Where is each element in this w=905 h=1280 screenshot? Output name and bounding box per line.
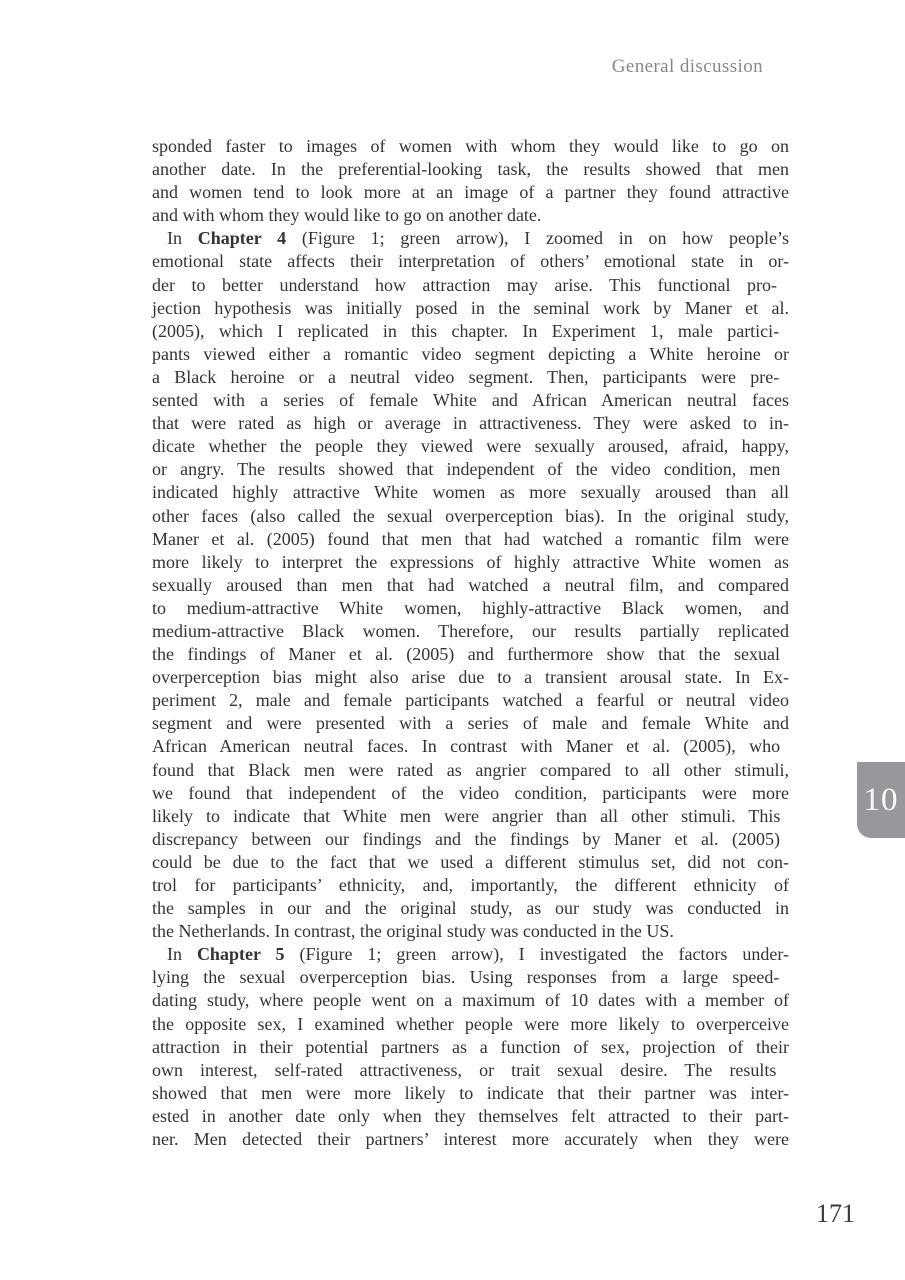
text-line: showed that men were more likely to indicate that their partner was inter- — [152, 1082, 790, 1103]
text-line: the opposite sex, I examined whether people were more likely to overperceive — [152, 1013, 790, 1034]
chapter-tab — [857, 762, 905, 838]
text-line: discrepancy between our findings and the findings by Maner et al. (2005) — [152, 828, 780, 849]
text-line: found that Black men were rated as angrier compared to all other stimuli, — [152, 759, 789, 780]
text-line: segment and were presented with a series of male and female White and — [152, 713, 789, 734]
page-number: 171 — [816, 1199, 855, 1228]
running-header: General discussion — [611, 56, 763, 77]
text-line: the samples in our and the original study, as our study was conducted in — [152, 898, 789, 919]
text-line: dicate whether the people they viewed were sexually aroused, afraid, happy, — [152, 436, 790, 457]
text-line: other faces (also called the sexual overperception bias). In the original study, — [152, 505, 789, 526]
text-line: attraction in their potential partners as a function of sex, projection of their — [152, 1036, 790, 1057]
text-line: the Netherlands. In contrast, the original study was conducted in the US. — [152, 921, 674, 942]
text-line: African American neutral faces. In contrast with Maner et al. (2005), who — [152, 736, 781, 757]
text-line: emotional state affects their interpretation of others’ emotional state in or- — [152, 251, 789, 272]
text-line: sented with a series of female White and African American neutral faces — [152, 390, 789, 411]
text-line: (2005), which I replicated in this chapter. In Experiment 1, male partici- — [152, 320, 780, 341]
text-line: and women tend to look more at an image of a partner they found attractive — [152, 182, 790, 203]
text-line: medium-attractive Black women. Therefore, our results partially replicated — [152, 620, 789, 641]
text-line: dating study, where people went on a maximum of 10 dates with a member of — [152, 990, 790, 1011]
body-text — [152, 135, 789, 1151]
text-line: another date. In the preferential-looking task, the results showed that men — [152, 159, 790, 180]
text-line: der to better understand how attraction may arise. This functional pro- — [152, 274, 778, 295]
text-line: sexually aroused than men that had watched a neutral film, and compared — [152, 574, 789, 595]
text-line: that were rated as high or average in attractiveness. They were asked to in- — [152, 413, 790, 434]
text-line: or angry. The results showed that independent of the video condition, men — [152, 459, 781, 480]
text-line: and with whom they would like to go on another date. — [152, 205, 542, 226]
text-line: ested in another date only when they themselves felt attracted to their part- — [152, 1105, 790, 1126]
text-line: In Chapter 4 (Figure 1; green arrow), I zoomed in on how people’s — [167, 228, 789, 249]
text-line: In Chapter 5 (Figure 1; green arrow), I investigated the factors under- — [167, 944, 789, 965]
text-line: overperception bias might also arise due to a transient arousal state. In Ex- — [152, 667, 790, 688]
text-line: lying the sexual overperception bias. Using responses from a large speed- — [152, 967, 780, 988]
text-line: jection hypothesis was initially posed in the seminal work by Maner et al. — [152, 297, 789, 318]
text-line: a Black heroine or a neutral video segment. Then, participants were pre- — [152, 366, 780, 387]
text-line: indicated highly attractive White women as more sexually aroused than all — [152, 482, 789, 503]
text-line: sponded faster to images of women with whom they would like to go on — [152, 136, 789, 156]
text-line: more likely to interpret the expressions of highly attractive White women as — [152, 551, 790, 572]
text-line: ner. Men detected their partners’ interest more accurately when they were — [152, 1129, 790, 1150]
text-line: likely to indicate that White men were angrier than all other stimuli. This — [152, 805, 781, 826]
text-line: Maner et al. (2005) found that men that had watched a romantic film were — [152, 528, 790, 549]
text-line: we found that independent of the video condition, participants were more — [152, 782, 790, 803]
text-line: pants viewed either a romantic video segment depicting a White heroine or — [152, 343, 790, 364]
chapter-tab-label: 10 — [863, 781, 899, 818]
text-line: to medium-attractive White women, highly-attractive Black women, and — [152, 597, 789, 618]
text-line: the findings of Maner et al. (2005) and furthermore show that the sexual — [152, 644, 780, 665]
text-line: periment 2, male and female participants watched a fearful or neutral video — [152, 690, 790, 711]
text-line: could be due to the fact that we used a different stimulus set, did not con- — [152, 851, 790, 872]
text-line: trol for participants’ ethnicity, and, importantly, the different ethnicity of — [152, 875, 790, 895]
text-line: own interest, self-rated attractiveness, or trait sexual desire. The results — [152, 1059, 777, 1080]
